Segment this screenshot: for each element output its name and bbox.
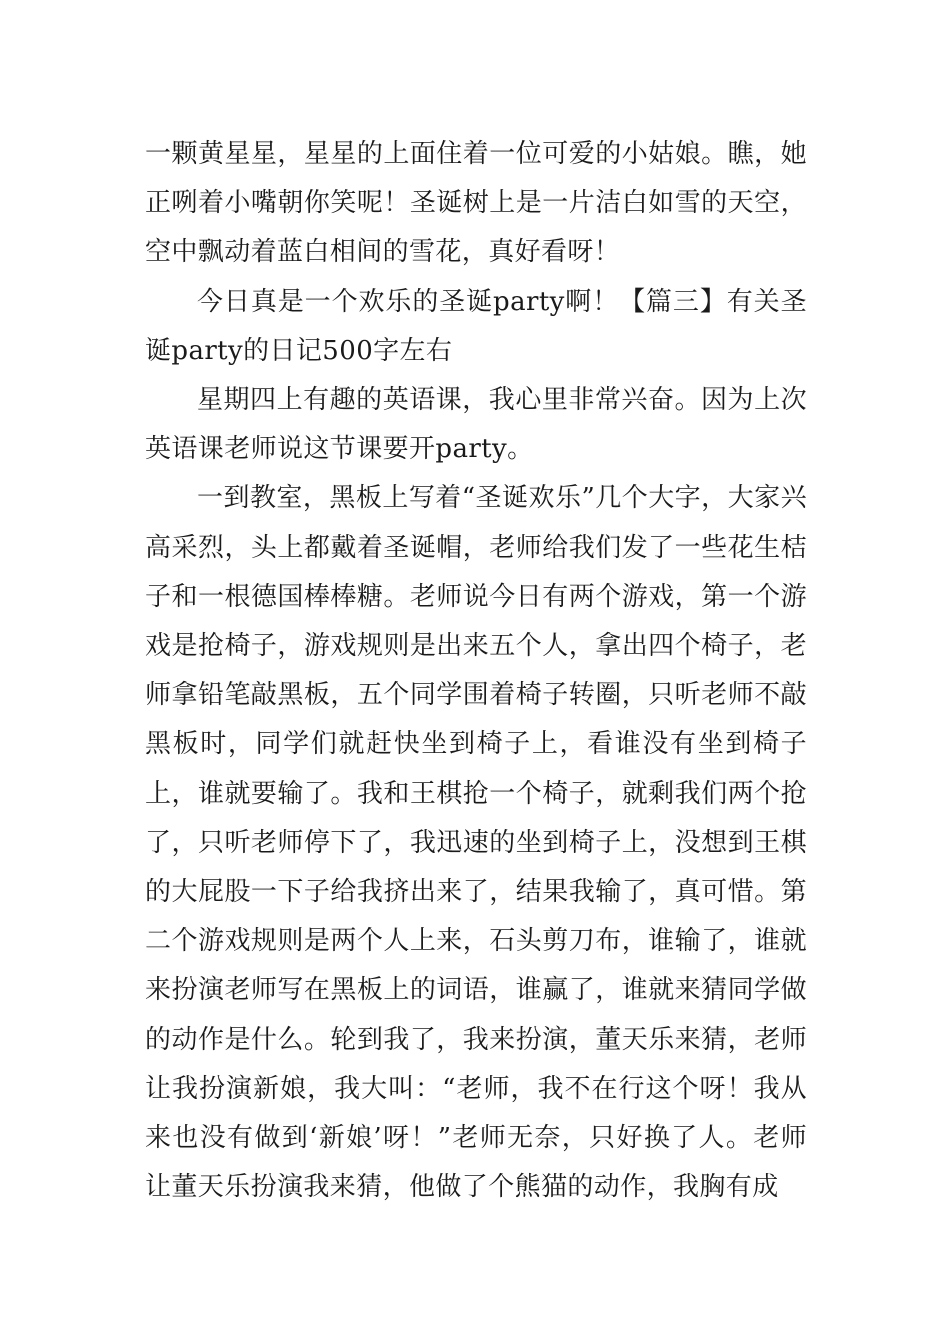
paragraph-1: 一颗黄星星，星星的上面住着一位可爱的小姑娘。瞧，她正咧着小嘴朝你笑呢！圣诞树上是一片洁白如雪的天空，空中飘动着蓝白相间的雪花，真好看呀！ bbox=[145, 139, 807, 268]
body-text bbox=[145, 130, 807, 1212]
paragraph-4: 一到教室，黑板上写着“圣诞欢乐”几个大字，大家兴高采烈，头上都戴着圣诞帽，老师给我们发了一些花生桔子和一根德国棒棒糖。老师说今日有两个游戏，第一个游戏是抢椅子，游戏规则是出来五个人，拿出四个椅子，老师拿铅笔敲黑板，五个同学围着椅子转圈，只听老师不敲黑板时，同学们就赶快坐到椅子上，看谁没有坐到椅子上，谁就要输了。我和王棋抢一个椅子，就剩我们两个抢了，只听老师停下了，我迅速的坐到椅子上，没想到王棋的大屁股一下子给我挤出来了，结果我输了，真可惜。第二个游戏规则是两个人上来，石头剪刀布，谁输了，谁就来扮演老师写在黑板上的词语，谁赢了，谁就来猜同学做的动作是什么。轮到我了，我来扮演，董天乐来猜，老师让我扮演新娘，我大叫：“老师，我不在行这个呀！我从来也没有做到‘新娘’呀！”老师无奈，只好换了人。老师让董天乐扮演我来猜，他做了个熊猫的动作，我胸有成 bbox=[145, 483, 807, 1203]
paragraph-3: 星期四上有趣的英语课，我心里非常兴奋。因为上次英语课老师说这节课要开party。 bbox=[145, 385, 807, 465]
paragraph-2: 今日真是一个欢乐的圣诞party啊！【篇三】有关圣诞party的日记500字左右 bbox=[145, 286, 807, 366]
